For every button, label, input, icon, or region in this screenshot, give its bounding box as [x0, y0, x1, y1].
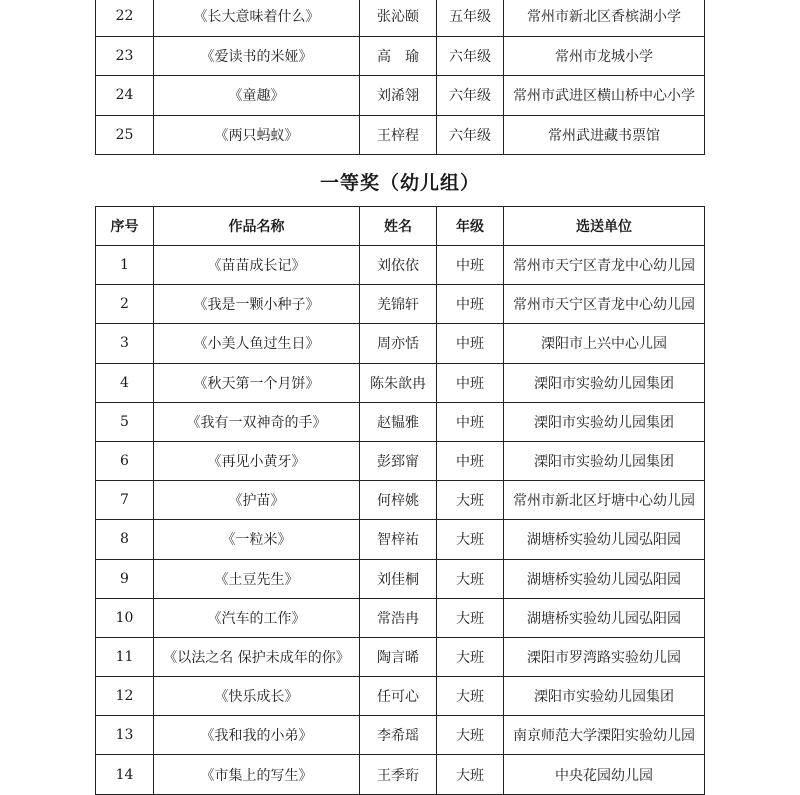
cell-unit: 常州市新北区香槟湖小学 — [504, 0, 705, 36]
cell-no: 22 — [96, 0, 154, 36]
cell-name: 张沁颐 — [360, 0, 437, 36]
cell-grade: 六年级 — [437, 36, 504, 76]
cell-name: 常浩冉 — [360, 598, 437, 637]
cell-unit: 湖塘桥实验幼儿园弘阳园 — [504, 559, 705, 598]
cell-grade: 大班 — [437, 677, 504, 716]
cell-title: 《秋天第一个月饼》 — [154, 363, 360, 402]
cell-title: 《市集上的写生》 — [154, 755, 360, 794]
cell-no: 7 — [96, 481, 154, 520]
table-row — [96, 559, 705, 598]
cell-name: 王季珩 — [360, 755, 437, 794]
cell-grade: 大班 — [437, 520, 504, 559]
table-row — [96, 598, 705, 637]
cell-no: 12 — [96, 677, 154, 716]
cell-unit: 溧阳市实验幼儿园集团 — [504, 363, 705, 402]
cell-no: 1 — [96, 246, 154, 285]
cell-unit: 常州市武进区横山桥中心小学 — [504, 76, 705, 116]
table-row — [96, 677, 705, 716]
cell-name: 李希瑶 — [360, 716, 437, 755]
cell-title: 《童趣》 — [154, 76, 360, 116]
cell-name: 羌锦轩 — [360, 285, 437, 324]
cell-name: 何梓姚 — [360, 481, 437, 520]
cell-grade: 六年级 — [437, 115, 504, 155]
previous-table-body — [96, 0, 705, 155]
cell-unit: 溧阳市实验幼儿园集团 — [504, 677, 705, 716]
cell-title: 《一粒米》 — [154, 520, 360, 559]
cell-name: 王梓程 — [360, 115, 437, 155]
table-row — [96, 520, 705, 559]
cell-title: 《苗苗成长记》 — [154, 246, 360, 285]
cell-grade: 中班 — [437, 246, 504, 285]
cell-grade: 中班 — [437, 285, 504, 324]
cell-title: 《两只蚂蚁》 — [154, 115, 360, 155]
table-row — [96, 402, 705, 441]
cell-name: 彭郅甯 — [360, 441, 437, 480]
cell-grade: 中班 — [437, 363, 504, 402]
cell-unit: 溧阳市实验幼儿园集团 — [504, 402, 705, 441]
cell-grade: 六年级 — [437, 76, 504, 116]
header-title: 作品名称 — [154, 207, 360, 246]
cell-no: 25 — [96, 115, 154, 155]
award-table-previous — [95, 0, 705, 155]
cell-grade: 中班 — [437, 402, 504, 441]
section-title: 一等奖（幼儿组） — [319, 172, 480, 194]
table-row — [96, 637, 705, 676]
table-row — [96, 324, 705, 363]
cell-title: 《我有一双神奇的手》 — [154, 402, 360, 441]
cell-title: 《再见小黄牙》 — [154, 441, 360, 480]
cell-title: 《我和我的小弟》 — [154, 716, 360, 755]
cell-grade: 大班 — [437, 755, 504, 794]
cell-no: 14 — [96, 755, 154, 794]
cell-no: 4 — [96, 363, 154, 402]
table-row — [96, 441, 705, 480]
award-table-kindergarten — [95, 206, 705, 795]
cell-name: 任可心 — [360, 677, 437, 716]
table-row — [96, 115, 705, 155]
header-name: 姓名 — [360, 207, 437, 246]
cell-unit: 溧阳市上兴中心儿园 — [504, 324, 705, 363]
cell-no: 11 — [96, 637, 154, 676]
table-row — [96, 285, 705, 324]
table-row — [96, 0, 705, 36]
cell-title: 《以法之名 保护未成年的你》 — [154, 637, 360, 676]
cell-name: 周亦恬 — [360, 324, 437, 363]
table-row — [96, 481, 705, 520]
cell-unit: 常州市天宁区青龙中心幼儿园 — [504, 285, 705, 324]
table-row — [96, 755, 705, 794]
cell-no: 10 — [96, 598, 154, 637]
cell-grade: 五年级 — [437, 0, 504, 36]
cell-unit: 常州市新北区圩塘中心幼儿园 — [504, 481, 705, 520]
cell-title: 《我是一颗小种子》 — [154, 285, 360, 324]
cell-name: 智梓祐 — [360, 520, 437, 559]
cell-unit: 溧阳市实验幼儿园集团 — [504, 441, 705, 480]
kindergarten-table-body — [96, 246, 705, 795]
cell-title: 《长大意味着什么》 — [154, 0, 360, 36]
cell-unit: 湖塘桥实验幼儿园弘阳园 — [504, 598, 705, 637]
cell-name: 刘依依 — [360, 246, 437, 285]
cell-unit: 湖塘桥实验幼儿园弘阳园 — [504, 520, 705, 559]
cell-grade: 大班 — [437, 716, 504, 755]
cell-no: 8 — [96, 520, 154, 559]
cell-title: 《快乐成长》 — [154, 677, 360, 716]
cell-title: 《土豆先生》 — [154, 559, 360, 598]
cell-name: 刘浠翎 — [360, 76, 437, 116]
cell-no: 6 — [96, 441, 154, 480]
cell-unit: 中央花园幼儿园 — [504, 755, 705, 794]
cell-no: 24 — [96, 76, 154, 116]
cell-unit: 南京师范大学溧阳实验幼儿园 — [504, 716, 705, 755]
cell-grade: 中班 — [437, 441, 504, 480]
cell-name: 刘佳桐 — [360, 559, 437, 598]
cell-title: 《汽车的工作》 — [154, 598, 360, 637]
cell-grade: 大班 — [437, 559, 504, 598]
cell-no: 3 — [96, 324, 154, 363]
table-row — [96, 76, 705, 116]
cell-unit: 溧阳市罗湾路实验幼儿园 — [504, 637, 705, 676]
table-row — [96, 36, 705, 76]
cell-name: 陈朱歆冉 — [360, 363, 437, 402]
cell-no: 2 — [96, 285, 154, 324]
cell-name: 高 瑜 — [360, 36, 437, 76]
cell-grade: 中班 — [437, 324, 504, 363]
cell-no: 5 — [96, 402, 154, 441]
cell-unit: 常州市天宁区青龙中心幼儿园 — [504, 246, 705, 285]
cell-grade: 大班 — [437, 598, 504, 637]
cell-title: 《小美人鱼过生日》 — [154, 324, 360, 363]
cell-unit: 常州武进藏书票馆 — [504, 115, 705, 155]
table-header-row — [96, 207, 705, 246]
cell-no: 23 — [96, 36, 154, 76]
cell-unit: 常州市龙城小学 — [504, 36, 705, 76]
table-row — [96, 363, 705, 402]
table-row — [96, 716, 705, 755]
cell-name: 陶言晞 — [360, 637, 437, 676]
cell-title: 《护苗》 — [154, 481, 360, 520]
cell-no: 13 — [96, 716, 154, 755]
header-grade: 年级 — [437, 207, 504, 246]
cell-name: 赵韫雅 — [360, 402, 437, 441]
header-unit: 选送单位 — [504, 207, 705, 246]
cell-no: 9 — [96, 559, 154, 598]
header-no: 序号 — [96, 207, 154, 246]
table-row — [96, 246, 705, 285]
cell-title: 《爱读书的米娅》 — [154, 36, 360, 76]
cell-grade: 大班 — [437, 637, 504, 676]
cell-grade: 大班 — [437, 481, 504, 520]
